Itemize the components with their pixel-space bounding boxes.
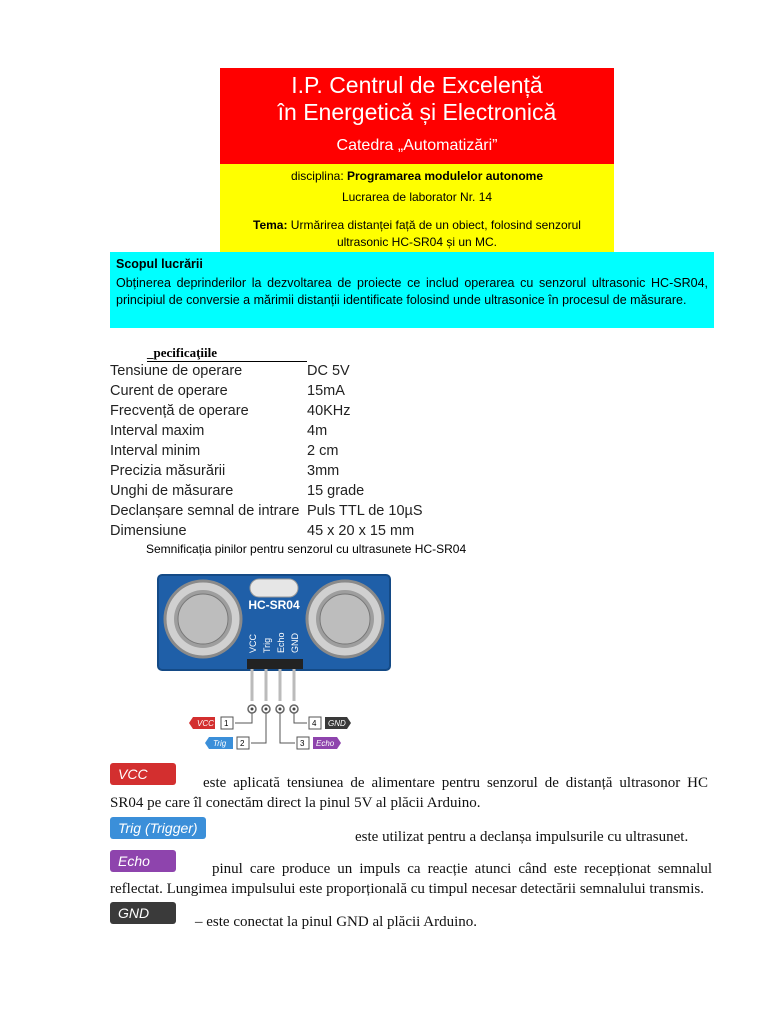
pin-label-echo: Echo <box>276 632 286 653</box>
svg-text:GND: GND <box>328 719 346 728</box>
spec-row: Tensiune de operare DC 5V <box>110 363 350 379</box>
svg-text:4: 4 <box>312 719 317 728</box>
svg-text:Echo: Echo <box>316 739 335 748</box>
discipline-row: disciplina: Programarea modulelor autonome <box>290 169 544 183</box>
spec-row: Dimensiune 45 x 20 x 15 mm <box>110 523 415 539</box>
pin-label-vcc: VCC <box>248 633 258 653</box>
echo-description-line1: pinul care produce un impuls ca reacție atunci când este recepționat semnalul <box>212 861 712 877</box>
lab-info <box>220 164 614 252</box>
pin-header <box>247 659 303 669</box>
svg-text:Trig: Trig <box>213 739 227 748</box>
gnd-badge: GND <box>110 902 176 924</box>
pin-label-trig: Trig <box>262 637 272 653</box>
svg-text:1: 1 <box>224 719 229 728</box>
trig-badge: Trig (Trigger) <box>110 817 206 839</box>
vcc-description-line2: SR04 pe care îl conectăm direct la pinul 5V al plăcii Arduino. <box>110 795 481 811</box>
svg-text:2: 2 <box>240 739 245 748</box>
right-transducer <box>307 581 383 657</box>
pin-label-gnd: GND <box>290 633 300 653</box>
scope-text: Obținerea deprinderilor la dezvoltarea de proiecte ce includ operarea cu senzorul ultrasonic HC-SR04, principiul de conversie a mărimii distanții identificate folosind unde ultrasonice în procesul de măsurare. <box>116 276 708 307</box>
svg-text:3: 3 <box>300 739 305 748</box>
vcc-badge: VCC <box>110 763 176 785</box>
spec-row: Declanșare semnal de intrare Puls TTL de 10µS <box>110 503 423 519</box>
echo-badge: Echo <box>110 850 176 872</box>
left-transducer <box>165 581 241 657</box>
institution-line2: în Energetică și Electronică <box>277 99 557 125</box>
spec-row: Frecvență de operare 40KHz <box>110 403 351 419</box>
lab-number: Lucrarea de laborator Nr. 14 <box>341 190 493 204</box>
discipline: Programarea modulelor autonome <box>346 169 544 183</box>
vcc-description-line1: este aplicată tensiunea de alimentare pentru senzorul de distanță ultrasonor HC <box>203 775 708 791</box>
spec-row: Curent de operare 15mA <box>110 383 345 399</box>
spec-row: Interval maxim 4m <box>110 423 328 439</box>
sensor-model: HC-SR04 <box>248 598 300 612</box>
institution-header <box>220 68 614 164</box>
spec-row: Interval minim 2 cm <box>110 443 339 459</box>
echo-description-line2: reflectat. Lungimea impulsului este proporțională cu timpul necesar detectării semnalului transmis. <box>110 881 704 897</box>
crystal-oscillator <box>250 579 298 597</box>
spec-row: Unghi de măsurare 15 grade <box>110 483 365 499</box>
theme-line1: Tema: Urmărirea distanței față de un obiect, folosind senzorul <box>253 218 581 232</box>
spec-row: Precizia măsurării 3mm <box>110 463 340 479</box>
gnd-description: – este conectat la pinul GND al plăcii Arduino. <box>195 914 478 930</box>
scope-section <box>110 252 714 328</box>
institution-line1: I.P. Centrul de Excelență <box>291 72 543 98</box>
svg-text:VCC: VCC <box>197 719 214 728</box>
pin-caption: Semnificația pinilor pentru senzorul cu ultrasunete HC-SR04 <box>146 542 467 556</box>
department: Catedra „Automatizări” <box>336 137 498 154</box>
scope-title: Scopul lucrării <box>116 257 203 271</box>
pin-wires <box>252 669 294 701</box>
theme-line2: ultrasonic HC-SR04 și un MC. <box>336 235 498 249</box>
trig-description: este utilizat pentru a declanșa impulsurile cu ultrasunet. <box>355 829 689 845</box>
specs-heading: _pecificaţiile <box>147 345 307 362</box>
hc-sr04-sensor-illustration <box>155 565 395 755</box>
